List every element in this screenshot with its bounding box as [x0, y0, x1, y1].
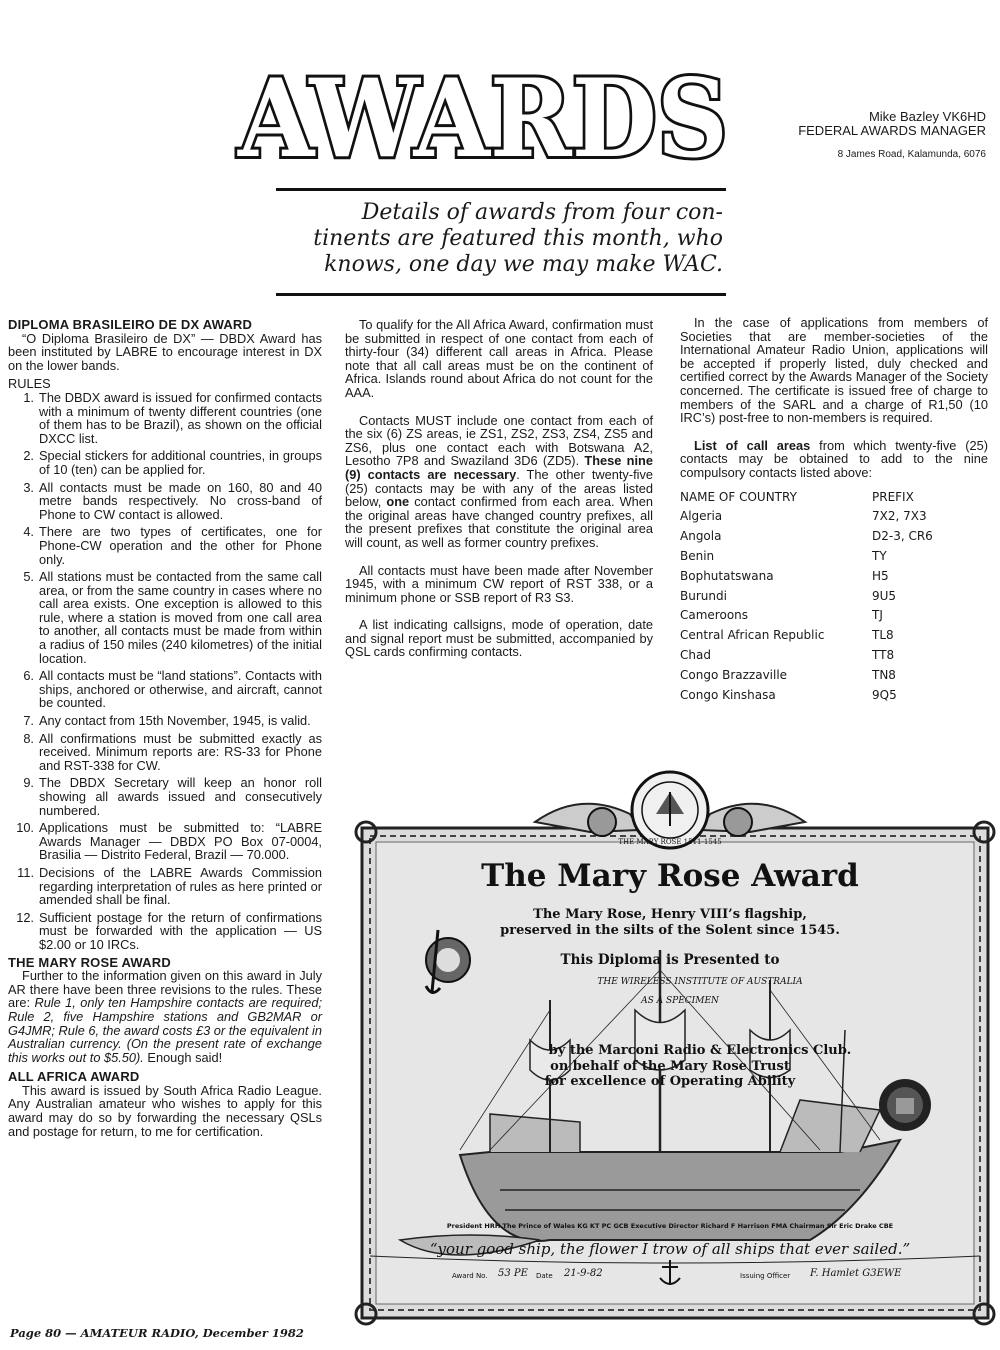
- column-3: [680, 316, 988, 705]
- list-item: 10. Applications must be submitted to: “LABRE Awards Manager — DBDX PO Box 07-0004, Brasilia — Distrito Federal, Brazil — 70.000.: [16, 820, 322, 863]
- table-row: Benin TY: [680, 549, 887, 564]
- table-row: Bophutatswana H5: [680, 568, 889, 583]
- deck: [278, 200, 723, 278]
- byline-address: 8 James Road, Kalamunda, 6076: [837, 149, 986, 160]
- paragraph: “O Diploma Brasileiro de DX” — DBDX Award has been instituted by LABRE to encourage interest in DX on the lower bands.: [8, 330, 322, 373]
- award-no-label: Award No.: [452, 1272, 488, 1280]
- list-item: 6. All contacts must be “land stations”. Contacts with ships, anchored or otherwise, and aircraft, cannot be counted.: [23, 668, 322, 711]
- handwritten-recipient: THE WIRELESS INSTITUTE OF AUSTRALIA: [597, 977, 803, 987]
- table-row: Cameroons TJ: [680, 608, 883, 623]
- certificate-title: The Mary Rose Award: [481, 858, 859, 894]
- byline-role: FEDERAL AWARDS MANAGER: [798, 123, 986, 138]
- list-item: 7. Any contact from 15th November, 1945, is valid.: [23, 713, 311, 729]
- club-line: for excellence of Operating Ability: [544, 1074, 796, 1089]
- paragraph: All contacts must have been made after November 1945, with a minimum CW report of RST 338, or a minimum phone or SSB report of R3 S3.: [345, 562, 653, 605]
- table-row: Algeria 7X2, 7X3: [680, 509, 927, 524]
- table-row: Central African Republic TL8: [680, 628, 894, 643]
- seal-text: THE MARY ROSE 1511-1545: [618, 838, 722, 846]
- table-row: Congo Brazzaville TN8: [680, 667, 896, 682]
- paragraph: In the case of applications from members of Societies that are member-societies of the International Amateur Radio Union, applications will be accepted if properly listed, duly checked and certified correct by the Awards Manager of the Society concerned. The certificate is issued free of charge to members of the SARL and a charge of R1,50 (10 IRC’s) post-free to non-members is required.: [680, 315, 988, 426]
- paragraph: Further to the information given on this award in July AR there have been three revisions to the rules. These are: Rule 1, only ten Hampshire contacts are required; Rule 2, five Hampshire stations and GB2MAR or G4JMR; Rule 6, the award costs £3 or the equivalent in Australian currency. (On the present rate of exchange this works out to $5.50). Enough said!: [8, 968, 322, 1065]
- section-heading: DIPLOMA BRASILEIRO DE DX AWARD: [8, 317, 253, 332]
- mary-rose-certificate: [340, 770, 1000, 1330]
- masthead-title: AWARDS: [237, 62, 728, 170]
- club-line: on behalf of the Mary Rose Trust: [550, 1059, 790, 1074]
- deck-bottom-rule: [276, 293, 726, 296]
- column-2: [345, 318, 653, 659]
- rules-list: [8, 391, 322, 952]
- paragraph: To qualify for the All Africa Award, confirmation must be submitted in respect of one contact from each of thirty-four (34) different call areas in Africa. Please note that all call areas must be on the continent of Africa. Islands round about Africa do not count for the AAA.: [345, 317, 653, 400]
- handwritten-recipient: AS A SPECIMEN: [641, 996, 719, 1006]
- list-item: 12. Sufficient postage for the return of confirmations must be forwarded with the application — US $2.00 or 10 IRCs.: [16, 909, 322, 952]
- list-item: 5. All stations must be contacted from the same call area, or from the same country in cases where no call area exists. One exception is allowed to this rule, where a station is moved from one call area to another, all contacts must be made from within a radius of 150 miles (240 kilometres) of the initial location.: [23, 569, 322, 666]
- paragraph: List of call areas from which twenty-five (25) contacts may be obtained to add to the nine compulsory contacts listed above:: [680, 437, 989, 480]
- wax-seal-icon: [879, 1079, 931, 1131]
- section-heading: THE MARY ROSE AWARD: [8, 954, 171, 970]
- column-header: NAME OF COUNTRY: [680, 489, 797, 504]
- paragraph: This award is issued by South Africa Radio League. Any Australian amateur who wishes to apply for this award may do so by forwarding the necessary QSLs and postage for return, to me for certification.: [8, 1082, 322, 1139]
- list-item: 8. All confirmations must be submitted exactly as received. Minimum reports are: RS-33 for Phone and RST-338 for CW.: [23, 730, 322, 773]
- table-row: Congo Kinshasa 9Q5: [680, 687, 897, 702]
- call-area-table: [680, 488, 988, 706]
- list-item: 9. The DBDX Secretary will keep an honor roll showing all awards issued and consecutively numbered.: [23, 775, 322, 818]
- list-item: 11. Decisions of the LABRE Awards Commission regarding interpretation of rules as here printed or amended shall be final.: [17, 864, 322, 908]
- certificate-officers: President HRH The Prince of Wales KG KT PC GCB Executive Director Richard F Harrison FMA Chairman Sir Eric Drake CBE: [446, 1222, 894, 1230]
- byline-name: Mike Bazley VK6HD: [868, 109, 986, 124]
- list-item: 2. Special stickers for additional countries, in groups of 10 (ten) can be applied for.: [23, 448, 322, 477]
- table-row: Chad TT8: [680, 648, 895, 662]
- column-1: [8, 318, 322, 1138]
- byline: [770, 110, 986, 162]
- table-row: Burundi 9U5: [680, 588, 897, 603]
- awards-masthead: [233, 62, 733, 170]
- award-no-value: 53 PE: [498, 1268, 528, 1279]
- list-item: 1. The DBDX award is issued for confirmed contacts with a minimum of twenty different countries (one of them has to be Brazil), as shown on the official DXCC list.: [23, 389, 322, 446]
- paragraph: A list indicating callsigns, mode of operation, date and signal report must be submitted, accompanied by QSL cards confirming contacts.: [345, 617, 653, 660]
- club-line: by the Marconi Radio & Electronics Club.: [548, 1043, 852, 1058]
- certificate-subtitle: The Mary Rose, Henry VIII’s flagship,: [533, 907, 807, 922]
- column-header: PREFIX: [872, 489, 914, 504]
- list-item: 3. All contacts must be made on 160, 80 and 40 metre bands respectively. No cross-band of Phone to CW contact is allowed.: [23, 479, 322, 522]
- certificate-presented: This Diploma is Presented to: [560, 952, 780, 968]
- section-heading: ALL AFRICA AWARD: [8, 1069, 140, 1085]
- officer-label: Issuing Officer: [740, 1272, 791, 1280]
- rules-heading: RULES: [8, 376, 51, 392]
- top-seal-icon: [632, 772, 708, 848]
- date-value: 21-9-82: [564, 1268, 603, 1279]
- table-header-row: [680, 488, 988, 508]
- deck-line: tinents are featured this month, who: [313, 226, 723, 251]
- page-footer: Page 80 — AMATEUR RADIO, December 1982: [10, 1326, 304, 1340]
- certificate-motto: “your good ship, the flower I trow of all ships that ever sailed.”: [429, 1240, 911, 1258]
- officer-signature: F. Hamlet G3EWE: [810, 1268, 902, 1279]
- deck-top-rule: [276, 188, 726, 191]
- paragraph: Contacts MUST include one contact from each of the six (6) ZS areas, ie ZS1, ZS2, ZS3, ZS4, ZS5 and ZS6, plus one contact each with Botswana A2, Lesotho 7P8 and Swaziland 3D6 (ZD5). These nine (9) contacts are necessary. The other twenty-five (25) contacts may be with any of the areas listed below, one contact confirmed from each area. When the original areas have changed country prefixes, all the present prefixes that constitute the original area will count, as well as former country prefixes.: [345, 412, 654, 550]
- deck-line: Details of awards from four con-: [361, 200, 723, 225]
- date-label: Date: [536, 1272, 553, 1280]
- certificate-subtitle: preserved in the silts of the Solent since 1545.: [500, 923, 840, 938]
- deck-line: knows, one day we may make WAC.: [324, 252, 723, 277]
- list-item: 4. There are two types of certificates, one for Phone-CW operation and the other for Phone only.: [23, 524, 322, 567]
- table-row: Angola D2-3, CR6: [680, 529, 933, 544]
